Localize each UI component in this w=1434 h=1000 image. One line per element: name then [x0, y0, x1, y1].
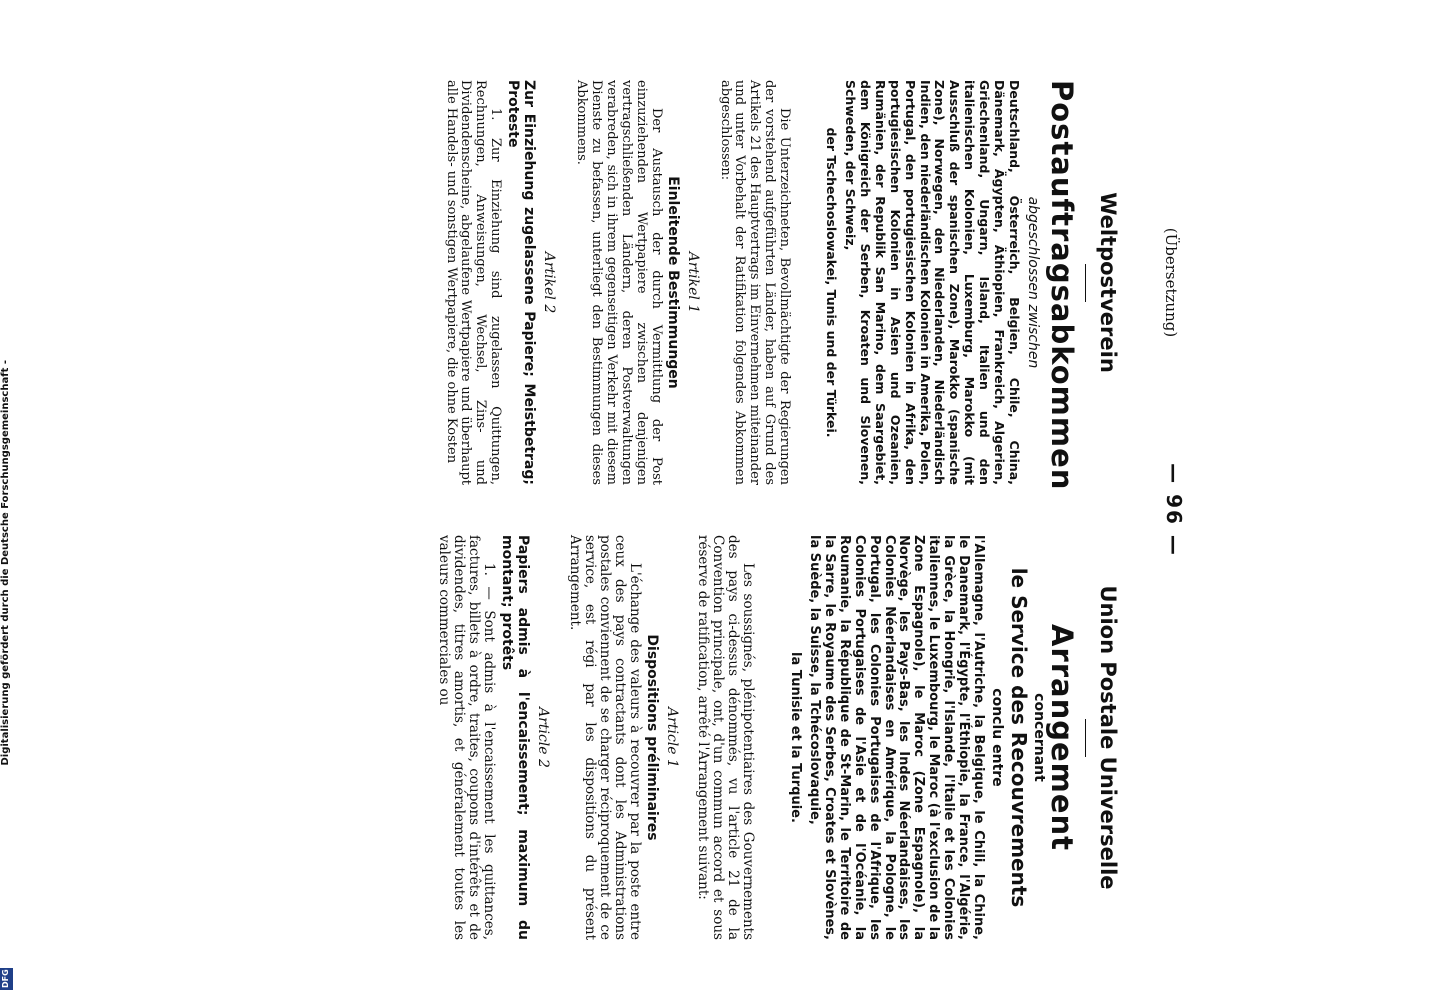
fr-title: Arrangement	[1045, 623, 1079, 852]
fr-header: Union Postale Universelle	[1096, 585, 1120, 890]
de-article-1-heading: Einleitende Bestimmungen	[664, 176, 681, 389]
de-separator	[799, 80, 813, 485]
de-abgeschlossen: abgeschlossen zwischen	[1025, 196, 1041, 369]
german-column	[443, 80, 1182, 491]
fr-article-2-text: 1. — Sont admis à l'encaissement les quittances, factures, billets à ordre, traites, coupons d'intérêts et de dividendes, titres amortis, et généralement toutes les valeurs commerciales ou	[436, 535, 498, 940]
fr-separator	[763, 535, 777, 940]
de-parties: Deutschland, Österreich, Belgien, Chile, China, Dänemark, Ägypten, Äthiopien, Frankreich, Algerien, Griechenland, Ungarn, Island, Italien und den italienischen Kolonien, Luxemburg, Marokko (mit Ausschluß der spanischen Zone), Marokko (spanische Zone), Norwegen, den Niederlanden, Niederländisch Indien, den niederländischen Kolonien in Amerika, Polen, Portugal, den portugiesischen Kolonien in Afrika, den portugiesischen Kolonien in Asien und Ozeanien, Rumänien, der Republik San Marino, dem Saargebiet, dem Königreich der Serben, Kroaten und Slovenen, Schweden, der Schweiz,	[843, 80, 1022, 485]
fr-article-1-label: Article 1	[663, 707, 680, 768]
fr-article-2-heading: Papiers admis à l'encaissement; maximum du montant; protêts	[499, 535, 532, 940]
digitization-note-text: Digitalisierung gefördert durch die Deutsche Forschungsgemeinschaft -	[0, 360, 11, 766]
fr-parties: l'Allemagne, l'Autriche, la Belgique, le Chili, la Chine, le Danemark, l'Égypte, l'Éthiopie, la France, l'Algérie, la Grèce, la Hongrie, l'Islande, l'Italie et les Colonies italiennes, le Luxembourg, le Maroc (à l'exclusion de la Zone Espagnole), le Maroc (Zone Espagnole), la Norvège, les Pays-Bas, les Indes Néerlandaises, les Colonies Néerlandaises en Amérique, la Pologne, le Portugal, les Colonies Portugaises de l'Afrique, les Colonies Portugaises de l'Asie et de l'Océanie, la Roumanie, la République de St-Marin, le Territoire de la Sarre, le Royaume des Serbes, Croates et Slovènes, la Suède, la Suisse, la Tchécoslovaquie,	[807, 535, 986, 940]
fr-conclu: conclu entre	[989, 688, 1005, 787]
de-preamble: Die Unterzeichneten, Bevollmächtigte der Regierungen der vorstehend aufgeführten Länder, haben auf Grund des Artikels 21 des Hauptvertrags im Einvernehmen miteinander und unter Vorbehalt der Ratifikation folgendes Abkommen abgeschlossen:	[717, 80, 793, 485]
de-article-2-heading: Zur Einziehung zugelassene Papiere; Meistbetrag; Proteste	[505, 80, 538, 485]
fr-rule-top	[1085, 719, 1086, 757]
fr-service: le Service des Recouvrements	[1007, 567, 1031, 908]
de-parties-last: der Tschechoslowakei, Tunis und der Türkei.	[824, 127, 840, 438]
de-article-1-text: Der Austausch der durch Vermittlung der Post einzuziehenden Wertpapiere zwischen denjenigen vertragschließenden Ländern, deren Postverwaltungen verabreden, sich in ihrem gegenseitigen Verkehr mit diesem Dienste zu befassen, unterliegt den Bestimmungen dieses Abkommens.	[574, 80, 664, 485]
de-article-2-label: Artikel 2	[541, 251, 558, 314]
de-title: Postauftragsabkommen	[1045, 80, 1079, 491]
fr-preamble: Les soussignés, plénipotentiaires des Gouvernements des pays ci-dessus dénommés, vu l'article 21 de la Convention principale, ont, d'un commun accord et sous réserve de ratification, arrêté l'Arrangement suivant:	[695, 535, 757, 940]
page-number: — 96 —	[1162, 463, 1186, 557]
document-page	[102, 80, 1186, 940]
fr-article-2-label: Article 2	[535, 707, 552, 768]
de-header: Weltpostverein	[1096, 192, 1120, 373]
fr-article-1-heading: Dispositions préliminaires	[643, 634, 660, 841]
french-column	[436, 535, 1182, 940]
de-article-1-label: Artikel 1	[684, 251, 701, 314]
dfg-logo	[0, 968, 13, 990]
de-article-2-text: 1. Zur Einziehung sind zugelassen Quittungen, Rechnungen, Anweisungen, Wechsel, Zins- und Dividendenscheine, abgelaufene Wertpapiere und überhaupt alle Handels- und sonstigen Wertpapiere, die ohne Kosten	[443, 80, 504, 485]
fr-article-1-text: L'échange des valeurs à recouvrer par la poste entre ceux des pays contractants dont les Administrations postales conviennent de se charger réciproquement de ce service, est régi par les dispositions du présent Arrangement.	[566, 535, 643, 940]
de-rule-top	[1085, 264, 1086, 302]
fr-parties-last: la Tunisie et la Turquie.	[788, 652, 804, 823]
fr-concernant: concernant	[1031, 693, 1047, 782]
dfg-logo-text: DFG	[1, 969, 10, 988]
digitization-note	[0, 360, 14, 960]
de-translation-note: (Übersetzung)	[1162, 227, 1180, 338]
